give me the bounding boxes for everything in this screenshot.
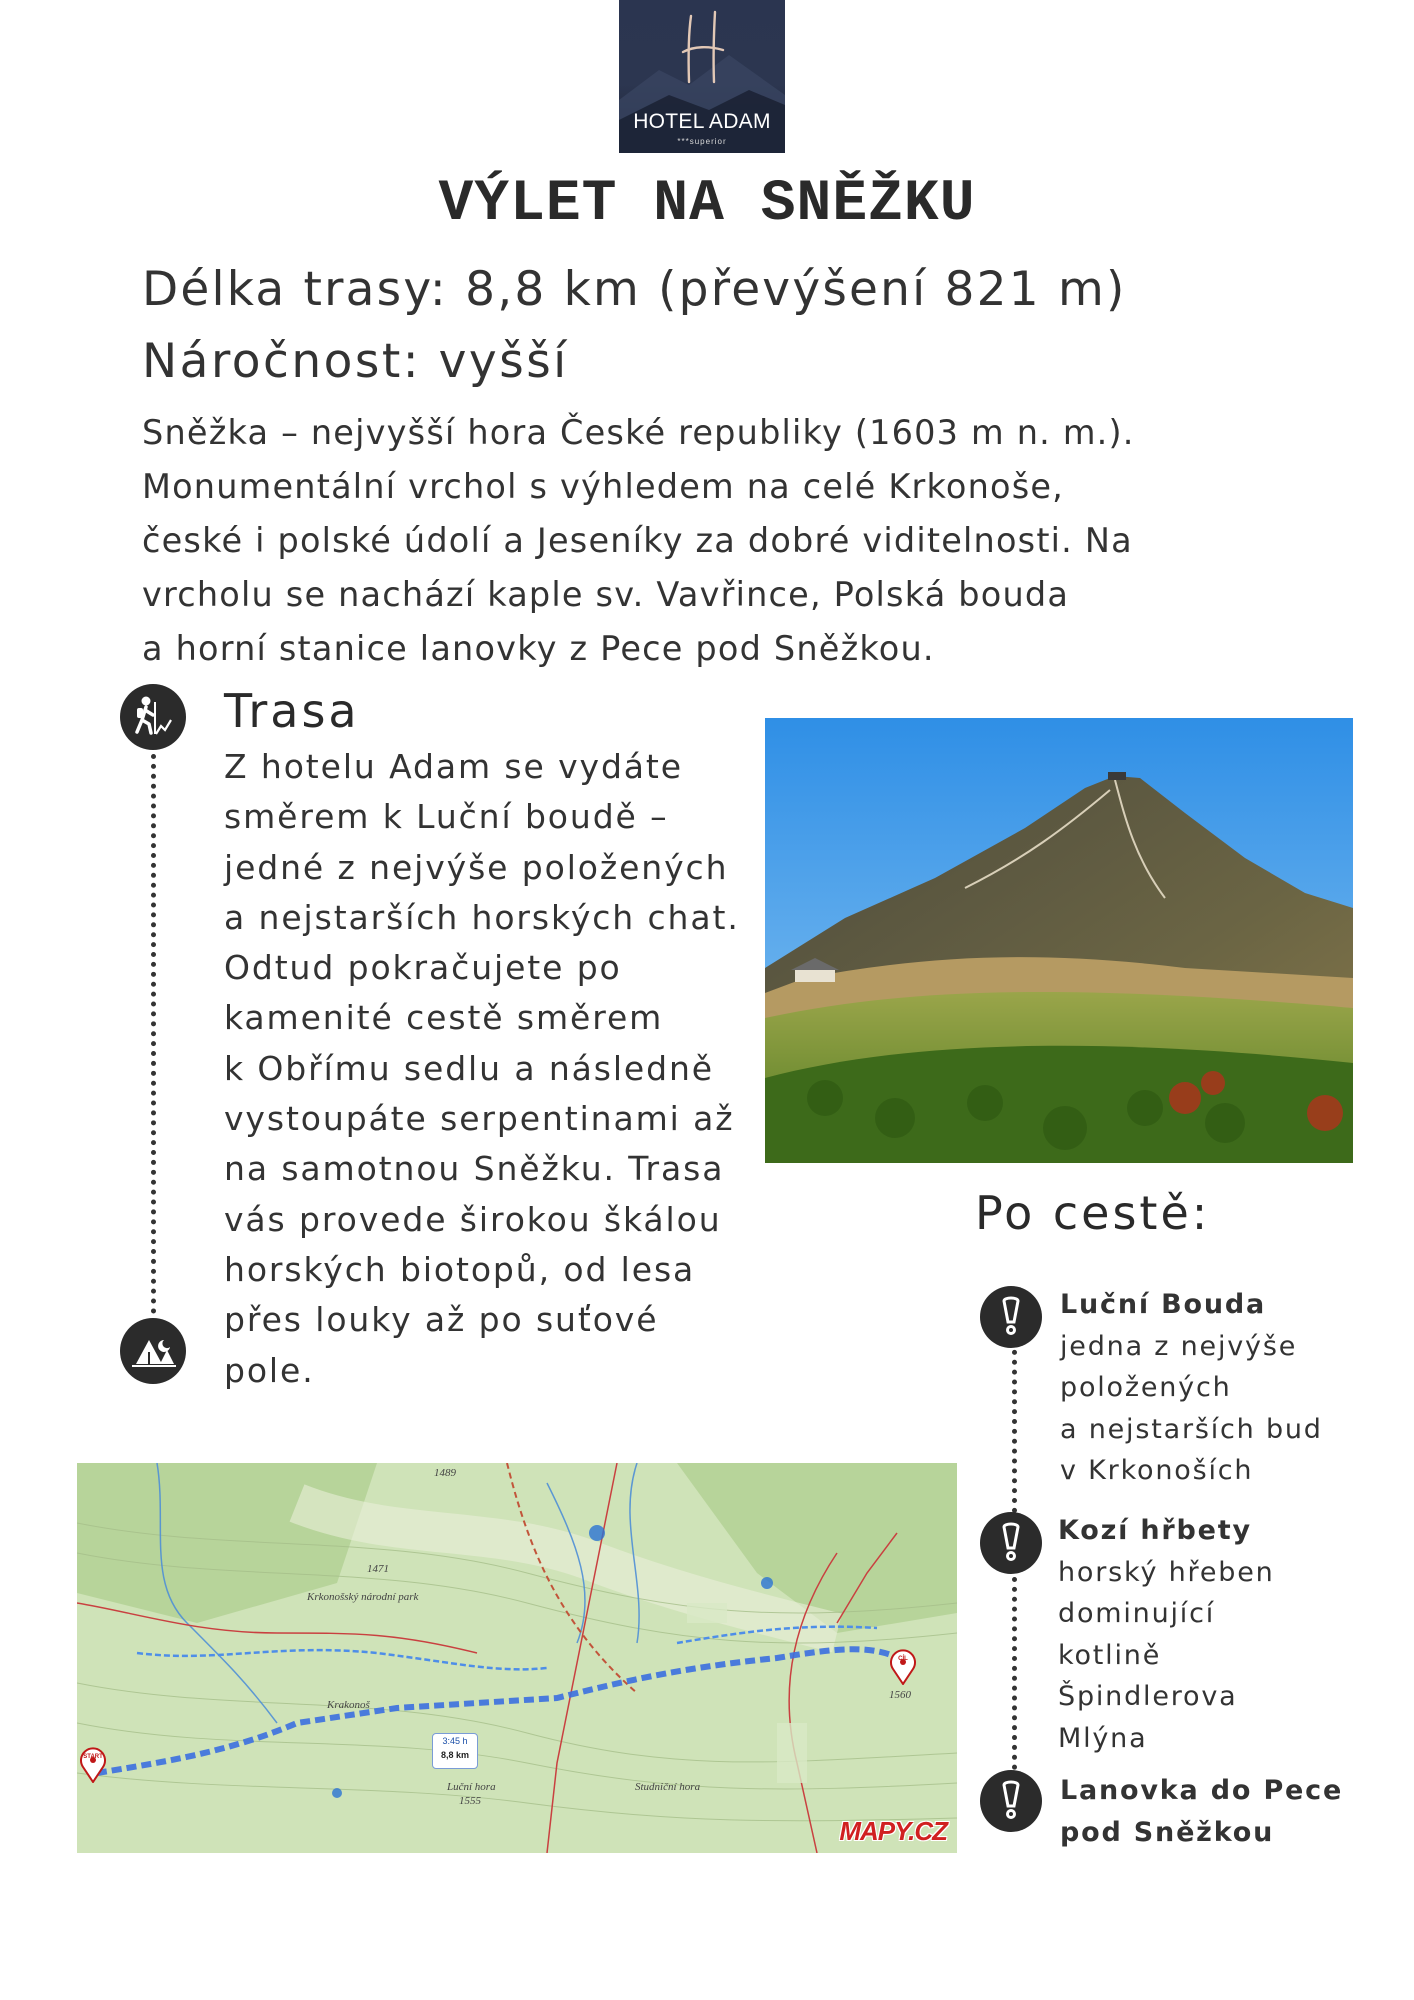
trasa-line: k Obřímu sedlu a následně <box>224 1048 715 1088</box>
trasa-line: horských biotopů, od lesa <box>224 1249 696 1289</box>
timeline-dots <box>151 754 156 1314</box>
intro-line: a horní stanice lanovky z Pece pod Sněžkou. <box>142 629 935 668</box>
info-marker-icon <box>980 1770 1042 1832</box>
stop-lucni-bouda <box>1060 1284 1323 1492</box>
trasa-heading: Trasa <box>224 684 360 738</box>
route-map <box>77 1463 957 1853</box>
trasa-line: přes louky až po suťové <box>224 1300 659 1340</box>
trasa-paragraph <box>224 742 764 1396</box>
stop-line: horský hřeben <box>1058 1556 1275 1588</box>
stop-line: pod Sněžkou <box>1060 1816 1275 1848</box>
intro-line: Monumentální vrchol s výhledem na celé Krkonoše, <box>142 467 1065 506</box>
start-label: START <box>83 1754 103 1760</box>
logo-subtitle: ***superior <box>677 137 727 146</box>
intro-line: vrcholu se nachází kaple sv. Vavřince, Polská bouda <box>142 575 1070 614</box>
route-length: Délka trasy: 8,8 km (převýšení 821 m) <box>142 262 1127 317</box>
intro-line: Sněžka – nejvyšší hora České republiky (1603 m n. m.). <box>142 413 1135 452</box>
route-distance: 8,8 km <box>440 1750 470 1760</box>
logo-brand-text: HOTEL ADAM <box>633 110 771 133</box>
trasa-line: Odtud pokračujete po <box>224 948 622 988</box>
stop-line: dominující <box>1058 1598 1216 1629</box>
trasa-line: vás provede širokou škálou <box>224 1199 722 1239</box>
stop-lanovka <box>1060 1770 1343 1853</box>
snezka-photo <box>765 718 1353 1163</box>
map-label: 1471 <box>367 1563 389 1575</box>
trasa-line: vystoupáte serpentinami až <box>224 1099 735 1139</box>
trasa-line: a nejstarších horských chat. <box>224 897 740 937</box>
trasa-line: jedné z nejvýše položených <box>224 847 729 887</box>
info-marker-icon <box>980 1286 1042 1348</box>
hiker-icon <box>120 684 186 750</box>
finish-label: CÍL <box>898 1656 908 1662</box>
intro-paragraph <box>142 406 1322 676</box>
stop-line: a nejstarších bud <box>1060 1413 1323 1445</box>
finish-pin-icon <box>889 1649 917 1685</box>
stop-kozi-hrbety <box>1058 1510 1275 1759</box>
map-label: 1555 <box>459 1795 481 1807</box>
stop-line: Mlýna <box>1058 1722 1148 1754</box>
stop-line: kotlině <box>1058 1639 1162 1671</box>
intro-line: české i polské údolí a Jeseníky za dobré viditelnosti. Na <box>142 521 1133 560</box>
map-label: Studniční hora <box>635 1781 701 1793</box>
trasa-line: směrem k Luční boudě – <box>224 797 669 837</box>
mapy-cz-logo: MAPY.CZ <box>839 1816 947 1846</box>
trasa-line: kamenité cestě směrem <box>224 998 664 1038</box>
stop-line: v Krkonoších <box>1060 1455 1254 1486</box>
trasa-line: na samotnou Sněžku. Trasa <box>224 1149 725 1189</box>
trasa-line: Z hotelu Adam se vydáte <box>224 747 683 786</box>
route-info-box <box>432 1733 478 1769</box>
trasa-line: pole. <box>224 1350 315 1390</box>
map-label: 1489 <box>434 1467 456 1479</box>
stop-title: Kozí hřbety <box>1058 1515 1252 1546</box>
map-label: Krkonošský národní park <box>307 1591 419 1603</box>
tent-icon <box>120 1318 186 1384</box>
map-label: 1560 <box>889 1689 911 1701</box>
map-label: Luční hora <box>447 1781 496 1793</box>
stop-line: Špindlerova <box>1058 1681 1238 1712</box>
hotel-logo <box>619 0 785 153</box>
po-ceste-heading: Po cestě: <box>975 1186 1211 1240</box>
stop-line: jedna z nejvýše <box>1060 1330 1298 1362</box>
page-title: VÝLET NA SNĚŽKU <box>438 172 976 237</box>
start-pin-icon <box>79 1747 107 1783</box>
map-label: Krakonoš <box>327 1699 370 1711</box>
info-marker-icon <box>980 1512 1042 1574</box>
stop-line: položených <box>1060 1372 1232 1403</box>
route-time: 3:45 h <box>442 1736 468 1746</box>
stop-title: Lanovka do Pece <box>1060 1775 1344 1806</box>
stop-title: Luční Bouda <box>1060 1289 1267 1320</box>
difficulty: Náročnost: vyšší <box>142 334 569 389</box>
